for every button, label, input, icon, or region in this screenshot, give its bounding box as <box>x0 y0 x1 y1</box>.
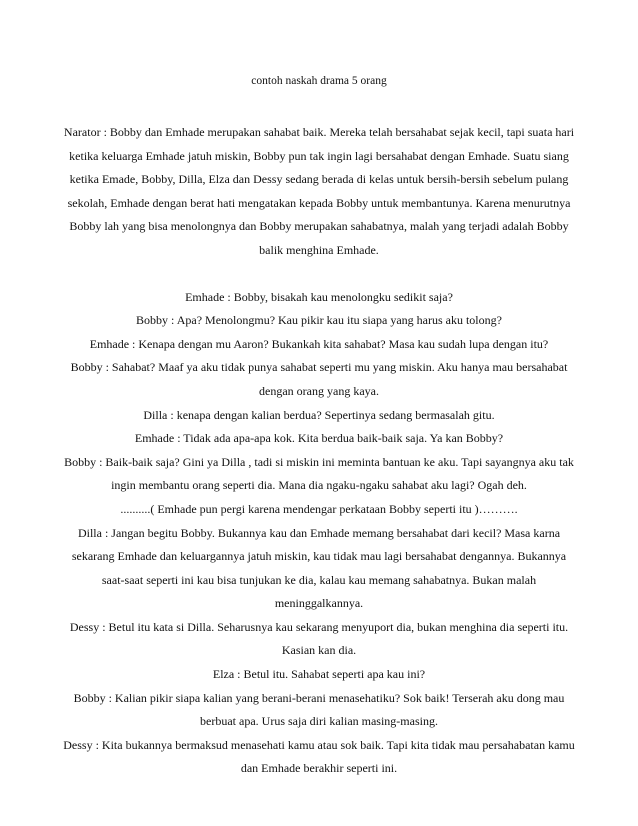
dialogue-line: Dessy : Kita bukannya bermaksud menasehati kamu atau sok baik. Tapi kita tidak mau persahabatan kamu dan Emhade berakhir seperti ini. <box>63 737 575 776</box>
narrator-paragraph: Narator : Bobby dan Emhade merupakan sahabat baik. Mereka telah bersahabat sejak kecil, tapi suata hari ketika keluarga Emhade jatuh miskin, Bobby pun tak ingin lagi bersahabat dengan Emhade. Suatu siang ketika Emade, Bobby, Dilla, Elza dan Dessy sedang berada di kelas untuk bersih-bersih sebelum pulang sekolah, Emhade dengan berat hati mengatakan kepada Bobby untuk membantunya. Karena menurutnya Bobby lah yang bisa menolongnya dan Bobby merupakan sahabatnya, malah yang terjadi adalah Bobby balik menghina Emhade. <box>63 125 575 257</box>
dialogue-line: Dessy : Betul itu kata si Dilla. Seharusnya kau sekarang menyuport dia, bukan menghina dia seperti itu. Kasian kan dia. <box>69 619 569 658</box>
dialogue-line: Emhade : Kenapa dengan mu Aaron? Bukankah kita sahabat? Masa kau sudah lupa dengan itu? <box>89 336 549 351</box>
dialogue-line: Bobby : Apa? Menolongmu? Kau pikir kau itu siapa yang harus aku tolong? <box>136 313 502 328</box>
script-body <box>62 121 576 781</box>
dialogue-line: Emhade : Tidak ada apa-apa kok. Kita berdua baik-baik saja. Ya kan Bobby? <box>134 431 504 446</box>
dialogue-line: Emhade : Bobby, bisakah kau menolongku sedikit saja? <box>185 289 453 304</box>
dialogue-line: Bobby : Kalian pikir siapa kalian yang berani-berani menasehatiku? Sok baik! Terserah aku dong mau berbuat apa. Urus saja diri kalian masing-masing. <box>73 690 565 729</box>
dialogue-line: Elza : Betul itu. Sahabat seperti apa kau ini? <box>212 667 426 682</box>
dialogue-line: Bobby : Baik-baik saja? Gini ya Dilla , tadi si miskin ini meminta bantuan ke aku. Tapi sayangnya aku tak ingin membantu orang seperti dia. Mana dia ngaku-ngaku sahabat aku lagi? Ogah deh. <box>64 454 574 493</box>
dialogue-line: Bobby : Sahabat? Maaf ya aku tidak punya sahabat seperti mu yang miskin. Aku hanya mau bersahabat dengan orang yang kaya. <box>70 360 568 398</box>
dialogue-line: Dilla : Jangan begitu Bobby. Bukannya kau dan Emhade memang bersahabat dari kecil? Masa karna sekarang Emhade dan keluargannya jatuh miskin, kau tidak mau lagi bersahabat dengannya. Bukannya saat-saat seperti ini kau bisa tunjukan ke dia, kalau kau memang sahabatnya. Bukan malah meninggalkannya. <box>71 525 567 611</box>
document-title: contoh naskah drama 5 orang <box>251 75 387 87</box>
dialogue-line: Dilla : kenapa dengan kalian berdua? Sepertinya sedang bermasalah gitu. <box>143 407 495 422</box>
stage-direction: ..........( Emhade pun pergi karena mendengar perkataan Bobby seperti itu )………. <box>120 501 518 516</box>
